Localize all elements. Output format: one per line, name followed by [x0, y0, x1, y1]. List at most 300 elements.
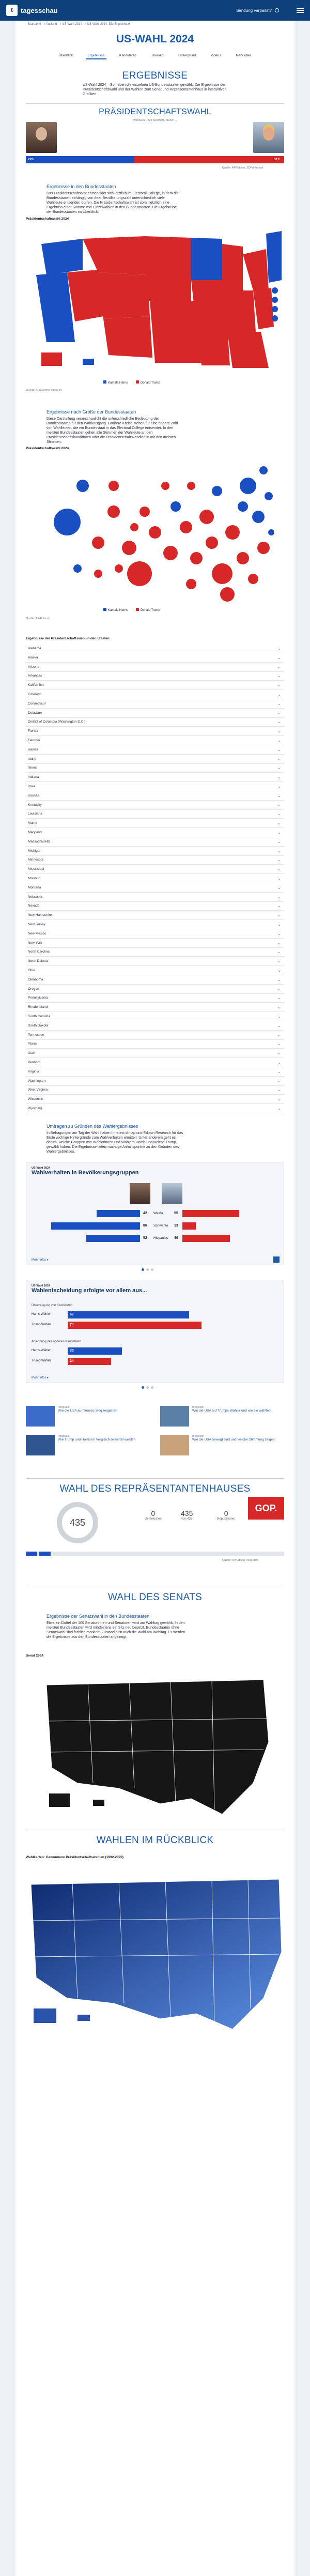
motivation-group-label: Ablehnung des anderen Kandidaten	[32, 1340, 81, 1343]
state-row[interactable]	[26, 690, 284, 699]
chevron-down-icon: ⌄	[277, 977, 281, 982]
state-name: Missouri	[28, 877, 41, 880]
chevron-down-icon: ⌄	[277, 995, 281, 1001]
chevron-down-icon: ⌄	[277, 747, 281, 752]
senate-heading: WAHL DES SENATS	[107, 1592, 203, 1603]
state-name: Nevada	[28, 904, 40, 908]
ec-map-legend	[103, 380, 160, 385]
state-row[interactable]	[26, 883, 284, 893]
state-ok-tx[interactable]	[150, 301, 202, 363]
state-ia-mo-ar[interactable]	[191, 280, 225, 327]
group-label: Weiße	[153, 1212, 163, 1215]
motivation-bar	[68, 1347, 122, 1355]
state-name: Tennessee	[28, 1033, 44, 1037]
motivation-bar	[68, 1358, 111, 1365]
state-name: Florida	[28, 729, 38, 733]
poll-card-demographics	[26, 1162, 284, 1265]
senate-map[interactable]	[36, 1664, 274, 1820]
rep-votes-bar	[134, 156, 284, 163]
chevron-down-icon: ⌄	[277, 894, 281, 899]
chevron-down-icon: ⌄	[277, 811, 281, 817]
state-name: North Dakota	[28, 959, 48, 963]
chevron-down-icon: ⌄	[277, 664, 281, 669]
chevron-down-icon: ⌄	[277, 1106, 281, 1111]
trump-portrait	[253, 122, 284, 153]
state-bubble[interactable]	[237, 552, 249, 564]
state-nv-id[interactable]	[67, 270, 103, 321]
state-bubble[interactable]	[115, 564, 123, 573]
state-name: West Virginia	[28, 1088, 48, 1092]
state-bubble[interactable]	[257, 542, 270, 554]
subnav-tab[interactable]: Ergebnisse	[86, 53, 107, 59]
state-row[interactable]	[26, 671, 284, 681]
state-bubble[interactable]	[268, 529, 274, 535]
states-heading: Ergebnisse der Präsidentschaftswahl in den Staaten	[26, 637, 110, 640]
state-row[interactable]	[26, 975, 284, 985]
state-name: North Carolina	[28, 950, 50, 954]
poll-card-motivation	[26, 1280, 284, 1383]
state-row[interactable]	[26, 763, 284, 773]
state-row[interactable]	[26, 1058, 284, 1067]
teaser-kicker: Infografik	[192, 1435, 204, 1438]
motivation-row	[32, 1311, 280, 1320]
state-name: Washington	[28, 1079, 46, 1083]
history-map[interactable]	[26, 1864, 284, 2573]
motivation-label: Trump-Wähler	[32, 1359, 52, 1362]
state-row[interactable]	[26, 1049, 284, 1058]
ec-map-subtitle: Ergebnisse in den Bundesstaaten	[47, 184, 116, 189]
state-bubble[interactable]	[73, 564, 82, 573]
missed-broadcast-label: Sendung verpasst?	[236, 8, 272, 13]
teaser-kicker: Infografik	[58, 1435, 70, 1438]
chevron-down-icon: ⌄	[277, 765, 281, 771]
state-row[interactable]	[26, 1077, 284, 1086]
chevron-down-icon: ⌄	[277, 701, 281, 706]
state-row[interactable]	[26, 681, 284, 690]
state-bubble[interactable]	[107, 505, 120, 518]
subnav-tab[interactable]: Hintergrund	[178, 54, 196, 57]
state-oh-pa[interactable]	[243, 249, 269, 290]
chevron-down-icon: ⌄	[277, 646, 281, 651]
state-name: New Hampshire	[28, 913, 52, 917]
state-row[interactable]	[26, 837, 284, 847]
state-bubble[interactable]	[225, 525, 240, 540]
state-name: Vermont	[28, 1061, 41, 1064]
chevron-down-icon: ⌄	[277, 968, 281, 973]
state-row[interactable]	[26, 727, 284, 736]
state-row[interactable]	[26, 911, 284, 920]
card1-trump-photo	[162, 1183, 182, 1204]
state-row[interactable]	[26, 644, 284, 653]
bubble-source: Quelle: AP/Edison	[26, 617, 49, 620]
state-ut-co[interactable]	[98, 272, 150, 319]
chevron-down-icon: ⌄	[277, 1087, 281, 1093]
main-content	[16, 21, 295, 2576]
state-bubble[interactable]	[212, 563, 233, 584]
card2-pager[interactable]	[142, 1386, 153, 1389]
president-heading: PRÄSIDENTSCHAFTSWAHL	[99, 108, 211, 116]
state-row[interactable]	[26, 1104, 284, 1113]
state-name: South Dakota	[28, 1023, 49, 1028]
state-row[interactable]	[26, 1003, 284, 1012]
teaser-image	[160, 1406, 189, 1427]
missed-broadcast-link[interactable]	[236, 8, 279, 13]
state-bubble[interactable]	[240, 478, 256, 494]
dem-votes: 226	[28, 158, 34, 161]
state-dakotas-ne-ks[interactable]	[145, 236, 191, 301]
state-bubble[interactable]	[127, 561, 152, 586]
state-row[interactable]	[26, 920, 284, 929]
trump-bar	[182, 1235, 230, 1242]
state-bubble[interactable]	[130, 523, 138, 531]
site-logo[interactable]	[6, 5, 58, 16]
state-name: Maryland	[28, 831, 42, 834]
state-mt-wy[interactable]	[83, 236, 147, 275]
state-bubble[interactable]	[149, 526, 161, 539]
harris-portrait	[26, 122, 57, 153]
senate-text: Etwa ein Drittel der 100 Senatorinnen und Senatoren wird am Wahltag gewählt. In den meisten Bundesstaaten wird mindestens ein Sitz neu besetzt. Bundesstaaten ohne Senatswahl sind farblich markiert. Zuständig ist auch die Wahl am Wahltag. Es werden die Ergebnisse aus den Bundesstaaten angezeigt.	[47, 1621, 185, 1639]
teaser-item[interactable]	[160, 1435, 289, 1456]
state-row[interactable]	[26, 865, 284, 874]
state-nc-sc-va[interactable]	[253, 288, 274, 329]
chevron-down-icon: ⌄	[277, 655, 281, 660]
state-bubble[interactable]	[220, 587, 235, 602]
chevron-down-icon: ⌄	[277, 784, 281, 789]
state-name: New Mexico	[28, 931, 47, 936]
motivation-group-label: Überzeugung von Kandidat/in	[32, 1304, 73, 1307]
group-label: Hispanics	[153, 1236, 168, 1240]
state-name: Kansas	[28, 793, 39, 798]
state-name: Illinois	[28, 766, 38, 770]
state-name: Colorado	[28, 693, 42, 696]
state-name: New York	[28, 941, 42, 945]
state-row[interactable]	[26, 1012, 284, 1021]
teaser-item[interactable]	[160, 1406, 289, 1428]
state-name: Idaho	[28, 757, 37, 761]
state-row[interactable]	[26, 1067, 284, 1077]
breadcrumb-item[interactable]: › US-Wahl 2024: Die Ergebnisse	[85, 23, 130, 26]
state-row[interactable]	[26, 985, 284, 994]
president-source: Quelle: AP/Edison, ZDF/Infratest	[222, 166, 264, 170]
divider	[26, 1478, 284, 1479]
state-row[interactable]	[26, 663, 284, 672]
card1-more-link[interactable]: Mehr Infos ▸	[32, 1259, 49, 1262]
state-row[interactable]	[26, 847, 284, 856]
ec-map[interactable]	[26, 223, 284, 378]
state-row[interactable]	[26, 653, 284, 663]
state-name: Alaska	[28, 655, 38, 660]
state-bubble[interactable]	[252, 511, 265, 523]
chevron-down-icon: ⌄	[277, 949, 281, 955]
chevron-down-icon: ⌄	[277, 1060, 281, 1065]
breadcrumb	[16, 21, 295, 28]
state-row[interactable]	[26, 957, 284, 966]
bubble-legend-dem: Kamala Harris	[103, 608, 128, 612]
subnav-tab[interactable]: Themen	[151, 54, 164, 57]
state-row[interactable]	[26, 1095, 284, 1104]
motivation-label: Harris-Wähler	[32, 1313, 51, 1316]
ec-map-label: Präsidentschaftswahl 2024	[26, 217, 69, 221]
state-al-ga-fl[interactable]	[227, 332, 269, 368]
chevron-down-icon: ⌄	[277, 1032, 281, 1037]
state-name: Texas	[28, 1042, 37, 1046]
polls-subtitle: Umfragen zu Gründen des Wahlergebnisses	[47, 1124, 138, 1129]
chevron-down-icon: ⌄	[277, 839, 281, 844]
teaser-image	[160, 1435, 189, 1455]
house-source: Quelle: AP/Edison Research	[222, 1559, 258, 1562]
chevron-down-icon: ⌄	[277, 821, 281, 826]
state-row[interactable]	[26, 801, 284, 810]
breadcrumb-item[interactable]: › US-Wahl 2024	[60, 23, 82, 26]
state-name: Virginia	[28, 1069, 39, 1074]
chevron-down-icon: ⌄	[277, 959, 281, 964]
state-bubble[interactable]	[248, 574, 258, 584]
trump-bar	[182, 1222, 196, 1230]
bubble-map[interactable]	[36, 455, 274, 606]
state-bubble[interactable]	[140, 507, 150, 517]
state-name: District of Columbia (Washington D.C.)	[28, 720, 86, 724]
chevron-down-icon: ⌄	[277, 922, 281, 927]
state-name: Hawaii	[28, 747, 38, 752]
dem-votes-bar	[26, 156, 134, 163]
state-name: Georgia	[28, 739, 40, 742]
state-row[interactable]	[26, 828, 284, 837]
demographic-row	[26, 1210, 285, 1219]
state-row[interactable]	[26, 1031, 284, 1040]
state-name: Kalifornien	[28, 683, 44, 687]
top-bar	[0, 0, 310, 21]
card1-kicker: US-Wahl 2024	[32, 1167, 51, 1170]
card1-harris-photo	[130, 1183, 150, 1204]
chevron-down-icon: ⌄	[277, 876, 281, 881]
chevron-down-icon: ⌄	[277, 848, 281, 853]
state-row[interactable]	[26, 809, 284, 819]
state-name: Iowa	[28, 785, 35, 788]
subnav-tab[interactable]: Kandidaten	[119, 54, 136, 57]
page-title: US-WAHL 2024	[116, 33, 194, 45]
chevron-down-icon: ⌄	[277, 986, 281, 991]
harris-share: 86	[143, 1224, 147, 1228]
chevron-down-icon: ⌄	[277, 775, 281, 780]
state-name: Wisconsin	[28, 1097, 43, 1101]
state-wi-mi[interactable]	[222, 244, 243, 290]
state-name: New Jersey	[28, 923, 45, 926]
chevron-down-icon: ⌄	[277, 1023, 281, 1028]
house-rep: 0 Republikaner	[217, 1509, 236, 1521]
breadcrumb-item[interactable]: › Ausland	[44, 23, 57, 26]
chevron-down-icon: ⌄	[277, 1014, 281, 1019]
card1-pager[interactable]	[142, 1268, 153, 1271]
chevron-down-icon: ⌄	[277, 1097, 281, 1102]
teaser-item[interactable]	[26, 1435, 155, 1456]
state-name: Connecticut	[28, 701, 46, 706]
state-bubble[interactable]	[171, 501, 181, 512]
logo-mark: t	[6, 5, 18, 16]
legend-dem: Kamala Harris	[103, 380, 128, 385]
teaser-kicker: Infografik	[192, 1406, 204, 1409]
state-row[interactable]	[26, 993, 284, 1003]
state-row[interactable]	[26, 929, 284, 939]
chevron-down-icon: ⌄	[277, 885, 281, 890]
state-name: Wyoming	[28, 1107, 42, 1110]
state-wa-or[interactable]	[41, 239, 83, 275]
menu-icon[interactable]	[297, 8, 304, 13]
state-bubble[interactable]	[109, 481, 119, 491]
state-row[interactable]	[26, 874, 284, 883]
state-name: Nebraska	[28, 895, 42, 899]
state-row[interactable]	[26, 773, 284, 782]
senate-map-label: Senat 2024	[26, 1654, 43, 1658]
state-bubble[interactable]	[94, 570, 102, 578]
sub-navigation	[57, 53, 253, 59]
state-row[interactable]	[26, 717, 284, 727]
chevron-down-icon: ⌄	[277, 756, 281, 761]
state-bubble[interactable]	[187, 482, 195, 490]
state-name: Alabama	[28, 647, 41, 650]
motivation-row	[32, 1358, 280, 1366]
house-dem: 0 Demokraten	[145, 1509, 162, 1521]
card2-title: Wahlentscheidung erfolgte vor allem aus...	[32, 1287, 147, 1294]
senate-subtitle: Ergebnisse der Senatswahl in den Bundesstaaten	[47, 1614, 150, 1619]
state-row[interactable]	[26, 782, 284, 791]
state-bubble[interactable]	[186, 579, 196, 589]
teaser-item[interactable]	[26, 1406, 155, 1428]
chevron-down-icon: ⌄	[277, 692, 281, 697]
chevron-down-icon: ⌄	[277, 729, 281, 734]
bubble-subtitle: Ergebnisse nach Größe der Bundesstaaten	[47, 409, 136, 415]
motivation-row	[32, 1347, 280, 1356]
state-row[interactable]	[26, 947, 284, 957]
state-az-nm[interactable]	[103, 316, 152, 358]
state-row[interactable]	[26, 893, 284, 902]
legend-rep: Donald Trump	[136, 380, 160, 385]
state-name: Oregon	[28, 987, 39, 991]
state-row[interactable]	[26, 709, 284, 718]
motivation-label: Trump-Wähler	[32, 1323, 52, 1326]
chevron-down-icon: ⌄	[277, 738, 281, 743]
harris-bar	[51, 1222, 140, 1230]
chevron-down-icon: ⌄	[277, 913, 281, 918]
subnav-tab[interactable]: Videos	[210, 54, 221, 57]
chevron-down-icon: ⌄	[277, 793, 281, 798]
state-bubble[interactable]	[206, 536, 218, 549]
state-row[interactable]	[26, 1039, 284, 1049]
state-row[interactable]	[26, 966, 284, 975]
chevron-down-icon: ⌄	[277, 1078, 281, 1083]
state-bubble[interactable]	[76, 480, 89, 492]
state-bubble[interactable]	[54, 509, 81, 535]
state-row[interactable]	[26, 745, 284, 755]
teaser-kicker: Infografik	[58, 1406, 70, 1409]
bubble-legend	[103, 608, 160, 612]
state-name: Kentucky	[28, 803, 42, 807]
breadcrumb-item[interactable]: Startseite	[28, 23, 41, 26]
state-hi[interactable]	[83, 359, 94, 365]
bubble-legend-rep: Donald Trump	[136, 608, 160, 612]
results-intro: US-Wahl 2024 – So haben die einzelnen US-Bundesstaaten gewählt. Die Ergebnisse der Präsidentschaftswahl und der Wahlen zum Senat und Repräsentantenhaus in interaktiven Grafiken.	[83, 83, 227, 96]
state-la-ms[interactable]	[196, 327, 230, 365]
teaser-image	[26, 1406, 55, 1427]
state-mn[interactable]	[191, 238, 222, 280]
bubble-text: Diese Darstellung veranschaulicht die unterschiedliche Bedeutung der Bundesstaaten für den Wahlausgang. Größere Kreise stehen für eine höhere Zahl von Wahlleuten, die ein Bundesstaat in das Electoral College entsendet. In den meisten Bundesstaaten gehen alle Stimmen der Wahlleute an den Präsidentschaftskandidaten oder die Präsidentschaftskandidatin mit den meisten Stimmen.	[47, 417, 178, 444]
chevron-down-icon: ⌄	[277, 931, 281, 936]
history-heading: WAHLEN IM RÜCKBLICK	[96, 1835, 214, 1846]
rep-votes: 312	[274, 158, 280, 161]
state-row[interactable]	[26, 1085, 284, 1095]
state-bubble[interactable]	[163, 546, 178, 560]
card2-kicker: US-Wahl 2024	[32, 1284, 51, 1287]
state-row[interactable]	[26, 855, 284, 865]
state-in-ky-tn[interactable]	[222, 290, 256, 332]
house-total: 435	[69, 1517, 86, 1528]
state-bubble[interactable]	[259, 466, 268, 474]
state-row[interactable]	[26, 791, 284, 801]
state-name: Arizona	[28, 665, 40, 669]
group-label: Schwarze	[153, 1224, 168, 1228]
state-northeast[interactable]	[266, 231, 282, 283]
teaser-image	[26, 1435, 55, 1455]
map-states	[36, 231, 282, 368]
harris-bar	[97, 1210, 140, 1217]
state-name: Oklahoma	[28, 977, 43, 982]
subnav-tab[interactable]: Mehr über	[236, 54, 251, 57]
subnav-tab[interactable]: Überblick	[59, 54, 73, 57]
state-bubble[interactable]	[238, 501, 248, 512]
chevron-down-icon: ⌄	[277, 940, 281, 945]
state-row[interactable]	[26, 736, 284, 745]
motivation-row	[32, 1322, 280, 1330]
state-name: Mississippi	[28, 867, 44, 871]
state-row[interactable]	[26, 819, 284, 828]
state-bubble[interactable]	[161, 482, 169, 490]
gop-logo: GOP.	[248, 1497, 284, 1520]
state-row[interactable]	[26, 939, 284, 948]
state-bubble[interactable]	[265, 492, 273, 500]
chevron-down-icon: ⌄	[277, 1005, 281, 1010]
motivation-value: 24	[70, 1359, 74, 1363]
chevron-down-icon: ⌄	[277, 719, 281, 725]
teaser-title: Wie Trump und Harris im Vergleich bewertet werden	[58, 1438, 136, 1442]
motivation-value: 74	[70, 1323, 74, 1327]
card2-more-link[interactable]: Mehr Infos ▸	[32, 1376, 49, 1379]
trump-share: 13	[174, 1224, 178, 1228]
state-bubble[interactable]	[199, 510, 214, 524]
state-bubble[interactable]	[180, 521, 192, 533]
trump-share: 46	[174, 1236, 178, 1240]
ec-map-text: Das Präsidentschaftsamt entscheidet sich letztlich im Electoral College, in dem die Bundesstaaten abhängig von ihrer Bevölkerungszahl unterschiedlich viele Wahlleute entsenden dürfen. Die Präsidentschaftswahl ist somit letztlich eine Ergebniss einer Summe von Einzelwahlen in den Bundesstaaten. Die Ergebnisse der Bundesstaaten im Überblick:	[47, 192, 179, 214]
state-row[interactable]	[26, 1021, 284, 1031]
state-name: Utah	[28, 1051, 35, 1055]
state-bubble[interactable]	[122, 541, 136, 555]
state-ak[interactable]	[41, 352, 62, 366]
chevron-down-icon: ⌄	[277, 903, 281, 909]
state-row[interactable]	[26, 699, 284, 709]
chevron-down-icon: ⌄	[277, 1041, 281, 1047]
trump-bar	[182, 1210, 239, 1217]
state-row[interactable]	[26, 901, 284, 911]
share-icon[interactable]	[273, 1256, 280, 1263]
state-bubble[interactable]	[212, 486, 222, 496]
state-bubble[interactable]	[190, 552, 203, 564]
state-row[interactable]	[26, 755, 284, 764]
motivation-bar	[68, 1322, 202, 1329]
state-bubble[interactable]	[92, 536, 104, 549]
motivation-bar	[68, 1311, 189, 1318]
chevron-down-icon: ⌄	[277, 830, 281, 835]
house-rest: 435 von 435	[181, 1509, 193, 1521]
state-name: Indiana	[28, 775, 39, 779]
house-heading: WAHL DES REPRÄSENTANTENHAUSES	[59, 1483, 251, 1494]
